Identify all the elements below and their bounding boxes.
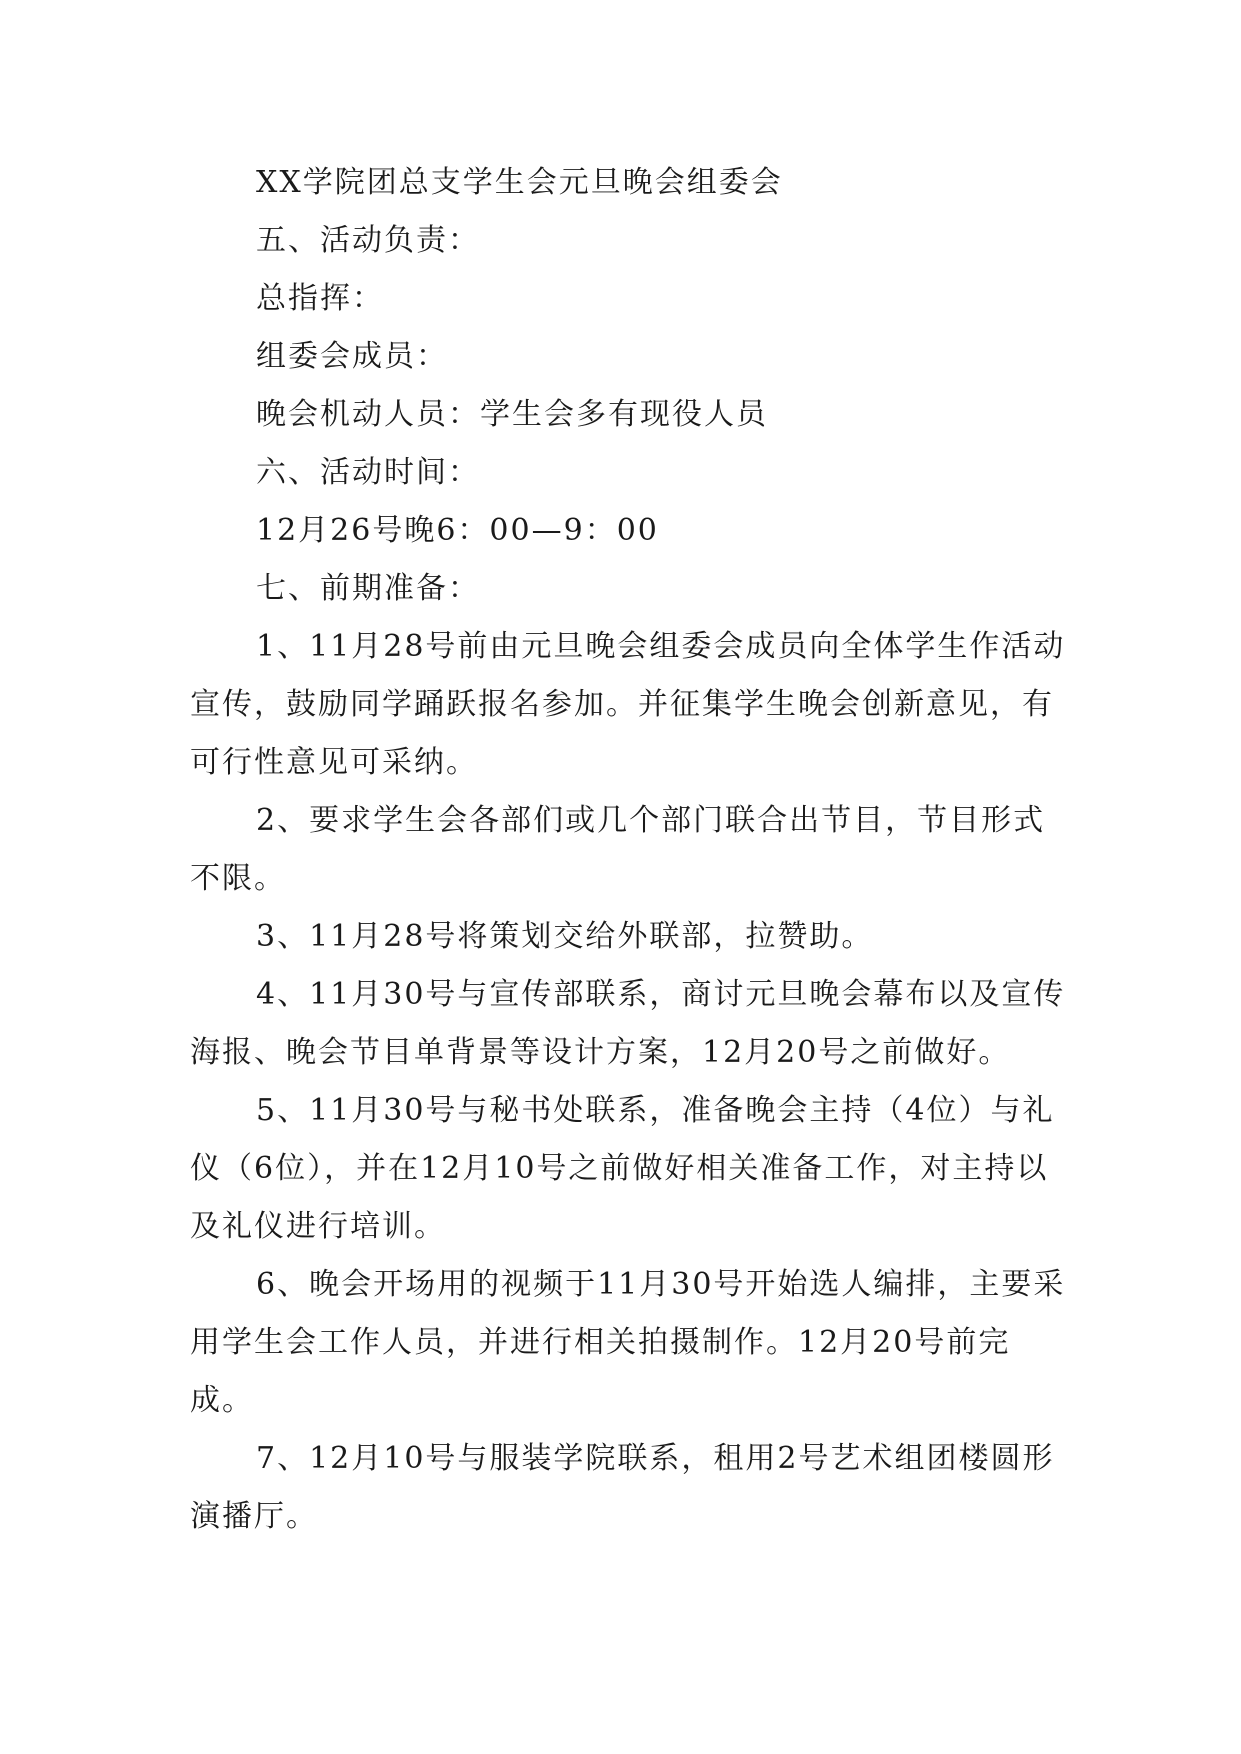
document-body — [190, 154, 1070, 1546]
prep-item-6: 6、晚会开场用的视频于11月30号开始选人编排，主要采用学生会工作人员，并进行相关拍摄制作。12月20号前完成。 — [190, 1267, 1066, 1418]
section-heading-responsibility: 五、活动负责： — [256, 223, 480, 258]
mobile-staff-line: 晚会机动人员：学生会多有现役人员 — [256, 397, 768, 432]
organizer-line: XX学院团总支学生会元旦晚会组委会 — [256, 165, 783, 200]
prep-item-7: 7、12月10号与服装学院联系，租用2号艺术组团楼圆形演播厅。 — [190, 1441, 1055, 1534]
event-time-line: 12月26号晚6：00—9：00 — [256, 513, 659, 548]
prep-item-3: 3、11月28号将策划交给外联部，拉赞助。 — [256, 919, 874, 954]
prep-item-1: 1、11月28号前由元旦晚会组委会成员向全体学生作活动宣传，鼓励同学踊跃报名参加。并征集学生晚会创新意见，有可行性意见可采纳。 — [190, 629, 1066, 780]
prep-item-4: 4、11月30号与宣传部联系，商讨元旦晚会幕布以及宣传海报、晚会节目单背景等设计方案，12月20号之前做好。 — [190, 977, 1066, 1070]
prep-item-5: 5、11月30号与秘书处联系，准备晚会主持（4位）与礼仪（6位），并在12月10号之前做好相关准备工作，对主持以及礼仪进行培训。 — [190, 1093, 1055, 1244]
chief-commander-line: 总指挥： — [256, 281, 384, 316]
committee-members-line: 组委会成员： — [256, 339, 448, 374]
section-heading-time: 六、活动时间： — [256, 455, 480, 490]
prep-item-2: 2、要求学生会各部们或几个部门联合出节目，节目形式不限。 — [190, 803, 1046, 896]
section-heading-preparation: 七、前期准备： — [256, 571, 480, 606]
